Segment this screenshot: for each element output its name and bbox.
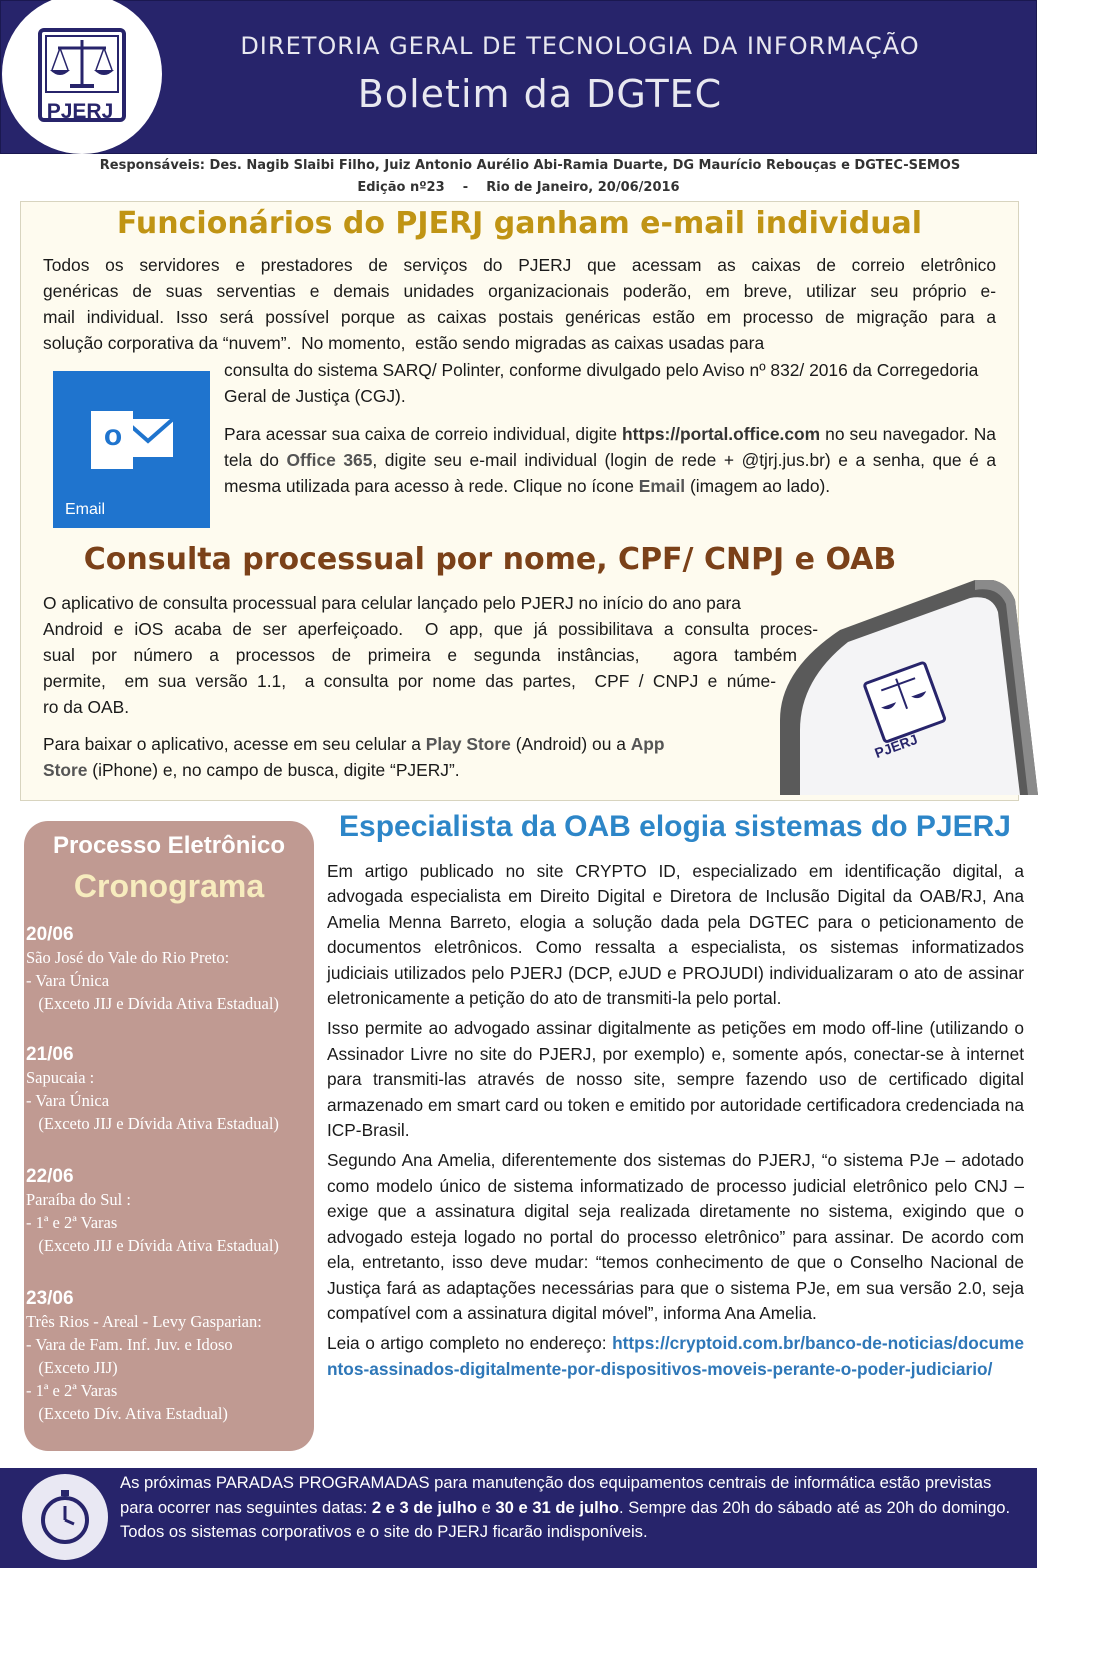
phone-logo-text: PJERJ	[872, 730, 920, 762]
oab-article-title: Especialista da OAB elogia sistemas do PJERJ	[339, 810, 1011, 843]
oab-article-body	[327, 859, 1024, 1382]
app-text: App	[630, 734, 665, 754]
p1-line: Todos os servidores e prestadores de serviços do PJERJ que acessam as caixas de correio eletrônico	[43, 255, 996, 275]
edition-text: Edição nº23 - Rio de Janeiro, 20/06/2016	[357, 180, 680, 195]
notice-date-2: 30 e 31 de julho	[495, 1497, 619, 1517]
app-line: sual por número a processos de primeira e segunda instâncias, agora também	[43, 645, 797, 665]
cronograma-line: - Vara Única	[26, 971, 110, 990]
cronograma-line: Sapucaia :	[26, 1068, 95, 1087]
p2-text: (Android) ou a	[510, 734, 631, 754]
notice-date-1: 2 e 3 de julho	[371, 1497, 477, 1517]
cronograma-line: - Vara de Fam. Inf. Juv. e Idoso	[26, 1335, 233, 1354]
cronograma-line: - Vara Única	[26, 1091, 110, 1110]
email-article-p2	[224, 421, 996, 499]
email-article-p1-tail: consulta do sistema SARQ/ Polinter, conforme divulgado pelo Aviso nº 832/ 2016 da Corregedoria Geral de Justiça (CGJ).	[224, 360, 979, 406]
oab-paragraph: Segundo Ana Amelia, diferentemente dos sistemas do PJERJ, “o sistema PJe – adotado como modelo único de sistema informatizado de processo judicial eletrônico pelo CNJ – exige que a assinatura digital seja realizada diretamente no sistema, exigindo que o advogado esteja logado no portal do processo eletrônico” para assinar. De acordo com ela, entretanto, isso deve mudar: “temos conhecimento de que o Conselho Nacional de Justiça fará as adaptações necessárias para que o sistema PJe, em sua versão 2.0, seja compatível com a assinatura digital móvel”, informa Ana Amelia.	[327, 1150, 1024, 1323]
cronograma-line: (Exceto JIJ e Dívida Ativa Estadual)	[26, 994, 279, 1013]
portal-url: https://portal.office.com	[622, 424, 821, 444]
outlook-email-tile	[53, 371, 210, 528]
app-line: Android e iOS acaba de ser aperfeiçoado. O app, que já possibilitava a consulta proces-	[43, 619, 818, 639]
email-text: Email	[638, 476, 686, 496]
cronograma-line: (Exceto Dív. Ativa Estadual)	[26, 1404, 228, 1423]
p1-line: mail individual. Isso será possível porque as caixas postais genéricas estão em processo de migração para a	[43, 307, 996, 327]
cronograma-line: (Exceto JIJ e Dívida Ativa Estadual)	[26, 1236, 279, 1255]
play-store-text: Play Store	[425, 734, 511, 754]
cronograma-line: (Exceto JIJ)	[26, 1358, 118, 1377]
p2-text: (imagem ao lado).	[685, 476, 831, 496]
header-directorate: DIRETORIA GERAL DE TECNOLOGIA DA INFORMAÇÃO	[240, 32, 920, 60]
notice-text: As próximas PARADAS PROGRAMADAS para manutenção dos equipamentos centrais de informática estão previstas para ocorrer nas seguintes datas:	[120, 1473, 992, 1517]
app-line: ro da OAB.	[43, 697, 130, 717]
p2-text: no seu navegador. Na tela do	[224, 424, 996, 470]
cronograma-date: 22/06	[26, 1166, 74, 1187]
p1-line: genéricas de suas serventias e demais unidades organizacionais poderão, em breve, utilizar seu próprio e-	[43, 281, 996, 301]
app-article-p1	[43, 590, 843, 720]
outlook-letter: o	[103, 419, 123, 452]
cronograma-line: Paraíba do Sul :	[26, 1190, 131, 1209]
app-article-p2	[43, 731, 763, 783]
oab-paragraph	[327, 1331, 1024, 1382]
office-365-text: Office 365	[286, 450, 373, 470]
cronograma-entry	[26, 1166, 312, 1288]
email-article-p1	[43, 252, 996, 356]
p4-text: Leia o artigo completo no endereço:	[327, 1333, 613, 1354]
cronograma-line: (Exceto JIJ e Dívida Ativa Estadual)	[26, 1114, 279, 1133]
cronograma-heading: Processo Eletrônico	[52, 832, 286, 859]
store-text: Store	[43, 760, 88, 780]
p1-line: solução corporativa da “nuvem”. No momento, estão sendo migradas as caixas usadas para	[43, 333, 765, 353]
cronograma-entry	[26, 1044, 312, 1166]
pjerj-logo	[2, 0, 162, 154]
cronograma-line: São José do Vale do Rio Preto:	[26, 948, 230, 967]
stopwatch-icon	[22, 1474, 108, 1560]
logo-text: PJERJ	[46, 100, 114, 123]
cronograma-date: 23/06	[26, 1288, 74, 1309]
notice-text: e	[476, 1497, 496, 1517]
cronograma-line: - 1ª e 2ª Varas	[26, 1381, 118, 1400]
p2-text: Para baixar o aplicativo, acesse em seu celular a	[43, 734, 426, 754]
cronograma-date: 21/06	[26, 1044, 74, 1065]
oab-paragraph: Em artigo publicado no site CRYPTO ID, especializado em identificação digital, a advogada especialista em Direito Digital e Diretora de Inclusão Digital da OAB/RJ, Ana Amelia Menna Barreto, elogia a solução dada pela DGTEC para o peticionamento de documentos eletrônicos. Como ressalta a especialista, os sistemas informatizados judiciais utilizados pelo PJERJ (DCP, eJUD e PROJUDI) individualizaram o ato de assinar eletronicamente a petição do ato de transmiti-la pelo portal.	[327, 861, 1024, 1009]
app-line: O aplicativo de consulta processual para celular lançado pelo PJERJ no início do ano para	[43, 593, 741, 613]
bulletin-title: Boletim da DGTEC	[357, 72, 723, 116]
oab-paragraph: Isso permite ao advogado assinar digitalmente as petições em modo off-line (utilizando o Assinador Livre no site do PJERJ, por exemplo) e, somente após, conectar-se à internet para transmiti-las através de nosso site, sempre fazendo uso de certificado digital armazenado em smart card ou token e emitido por autoridade certificadora credenciada na ICP-Brasil.	[327, 1018, 1024, 1141]
maintenance-notice	[120, 1471, 1025, 1545]
cryptoid-article-link[interactable]: https://cryptoid.com.br/banco-de-noticias/documentos-assinados-digitalmente-por-dispositivos-moveis-perante-o-poder-judiciario/	[327, 1333, 1024, 1379]
cronograma-line: Três Rios - Areal - Levy Gasparian:	[26, 1312, 262, 1331]
tile-label: Email	[65, 501, 106, 518]
p2-text: (iPhone) e, no campo de busca, digite “PJERJ”.	[87, 760, 460, 780]
cronograma-list	[26, 924, 312, 1425]
p2-text: , digite seu e-mail individual (login de rede + @tjrj.jus.br) e a senha, que é a mesma utilizada para acesso à rede. Clique no ícone	[224, 450, 997, 496]
app-line: permite, em sua versão 1.1, a consulta por nome das partes, CPF / CNPJ e núme-	[43, 671, 776, 691]
responsaveis-text: Responsáveis: Des. Nagib Slaibi Filho, Juiz Antonio Aurélio Abi-Ramia Duarte, DG Maurício Rebouças e DGTEC-SEMOS	[99, 158, 961, 173]
p2-text: Para acessar sua caixa de correio individual, digite	[224, 424, 623, 444]
app-article-title: Consulta processual por nome, CPF/ CNPJ e OAB	[83, 542, 897, 577]
cronograma-entry	[26, 924, 312, 1044]
scales-of-justice-icon	[2, 0, 162, 154]
cronograma-entry	[26, 1288, 312, 1425]
cronograma-date: 20/06	[26, 924, 74, 945]
cronograma-title: Cronograma	[73, 868, 265, 904]
notice-text: . Sempre das 20h do sábado até as 20h do domingo. Todos os sistemas corporativos e o site do PJERJ ficarão indisponíveis.	[120, 1497, 1011, 1541]
stopwatch-graphic	[22, 1474, 108, 1560]
cronograma-line: - 1ª e 2ª Varas	[26, 1213, 118, 1232]
email-article-title: Funcionários do PJERJ ganham e-mail individual	[116, 206, 923, 241]
